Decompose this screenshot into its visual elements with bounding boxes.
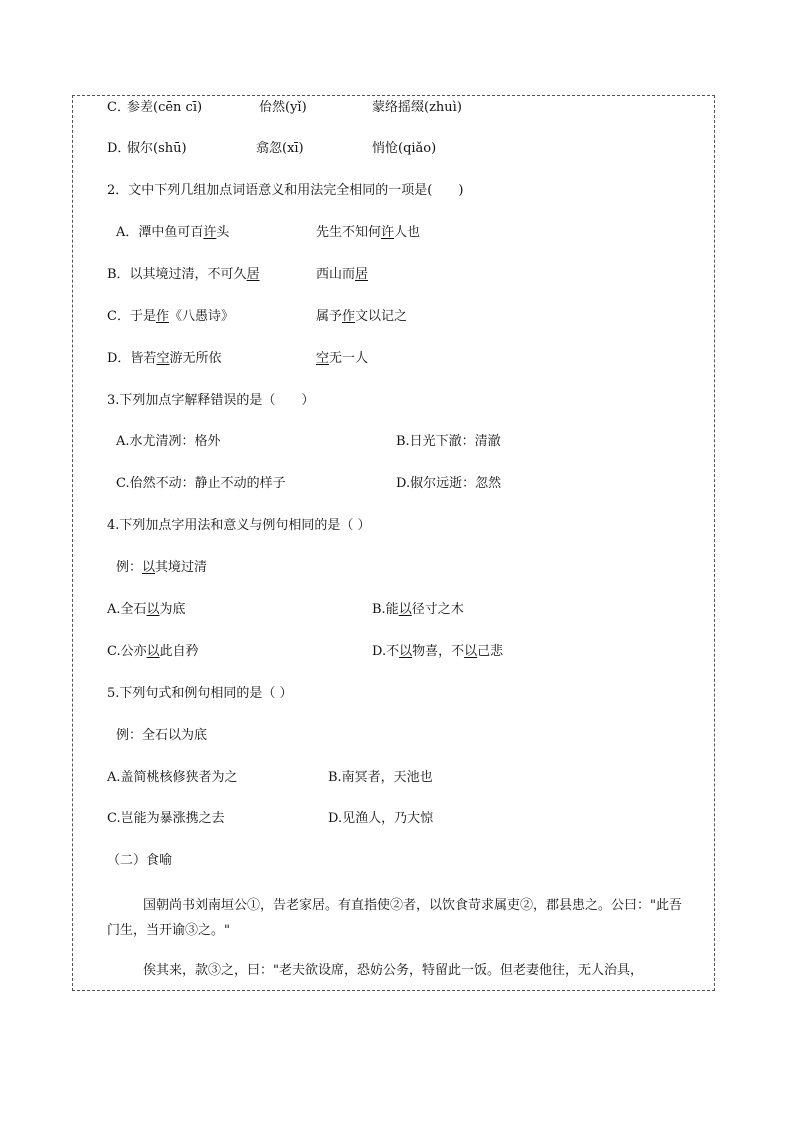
q2-option-a-pair: 先生不知何许人也 — [316, 225, 421, 240]
q2-option-d-pair: 空无一人 — [316, 351, 369, 366]
q5-option-b: B.南冥者，天池也 — [328, 770, 433, 785]
q3-option-b: B.日光下澈：清澈 — [396, 434, 501, 449]
q2-option-d: D．皆若空游无所依 — [107, 351, 222, 366]
q2-option-c-pair: 属予作文以记之 — [316, 309, 408, 324]
q5-option-d: D.见渔人，乃大惊 — [328, 811, 434, 826]
q4-example: 例：以其境过清 — [116, 560, 208, 575]
q5-option-c: C.岂能为暴涨携之去 — [107, 811, 225, 826]
q2-option-a: A．潭中鱼可百许头 — [116, 225, 230, 240]
q2-option-b-pair: 西山而居 — [316, 267, 369, 282]
q1-option-d-item-2: 翕忽(xī) — [256, 141, 304, 156]
q5-option-a: A.盖简桃核修狭者为之 — [107, 770, 238, 785]
q4-stem: 4.下列加点字用法和意义与例句相同的是（ ） — [107, 518, 371, 533]
q4-option-a: A.全石以为底 — [107, 602, 186, 617]
q3-option-c: C.佁然不动：静止不动的样子 — [116, 476, 286, 491]
section-title: （二）食喻 — [107, 853, 173, 868]
q5-stem: 5.下列句式和例句相同的是（ ） — [107, 686, 293, 701]
q3-stem: 3.下列加点字解释错误的是（ ） — [107, 393, 315, 408]
q1-option-c-item-3: 蒙络摇缀(zhuì) — [372, 100, 462, 115]
passage-paragraph-2: 俟其来，款③之，曰："老夫欲设席，恐妨公务，特留此一饭。但老妻他往，无人治具， — [143, 963, 643, 978]
q1-option-c-item-2: 佁然(yǐ) — [259, 100, 307, 115]
q1-option-d-letter: D． — [107, 141, 131, 156]
q4-option-c: C.公亦以此自矜 — [107, 644, 199, 659]
q3-option-d: D.俶尔远逝：忽然 — [396, 476, 502, 491]
passage-paragraph-1: 国朝尚书刘南垣公①，告老家居。有直指使②者，以饮食苛求属吏②，郡县患之。公曰："此吾门生，当开谕③之。" — [107, 898, 682, 938]
q1-option-d-item-3: 悄怆(qiǎo) — [372, 141, 437, 156]
q3-option-a: A.水尤清冽：格外 — [116, 434, 221, 449]
q4-option-d: D.不以物喜，不以己悲 — [372, 644, 504, 659]
q5-example: 例：全石以为底 — [116, 728, 208, 743]
q2-option-c: C．于是作《八愚诗》 — [107, 309, 234, 324]
q1-option-c-item-1: 参差(cēn cī) — [127, 100, 203, 115]
q2-option-b: B．以其境过清，不可久居 — [107, 267, 260, 282]
q1-option-d-item-1: 俶尔(shū) — [127, 141, 187, 156]
q4-option-b: B.能以径寸之木 — [372, 602, 464, 617]
q1-option-c-letter: C． — [107, 100, 130, 115]
q2-stem: 2．文中下列几组加点词语意义和用法完全相同的一项是( ) — [107, 183, 464, 198]
